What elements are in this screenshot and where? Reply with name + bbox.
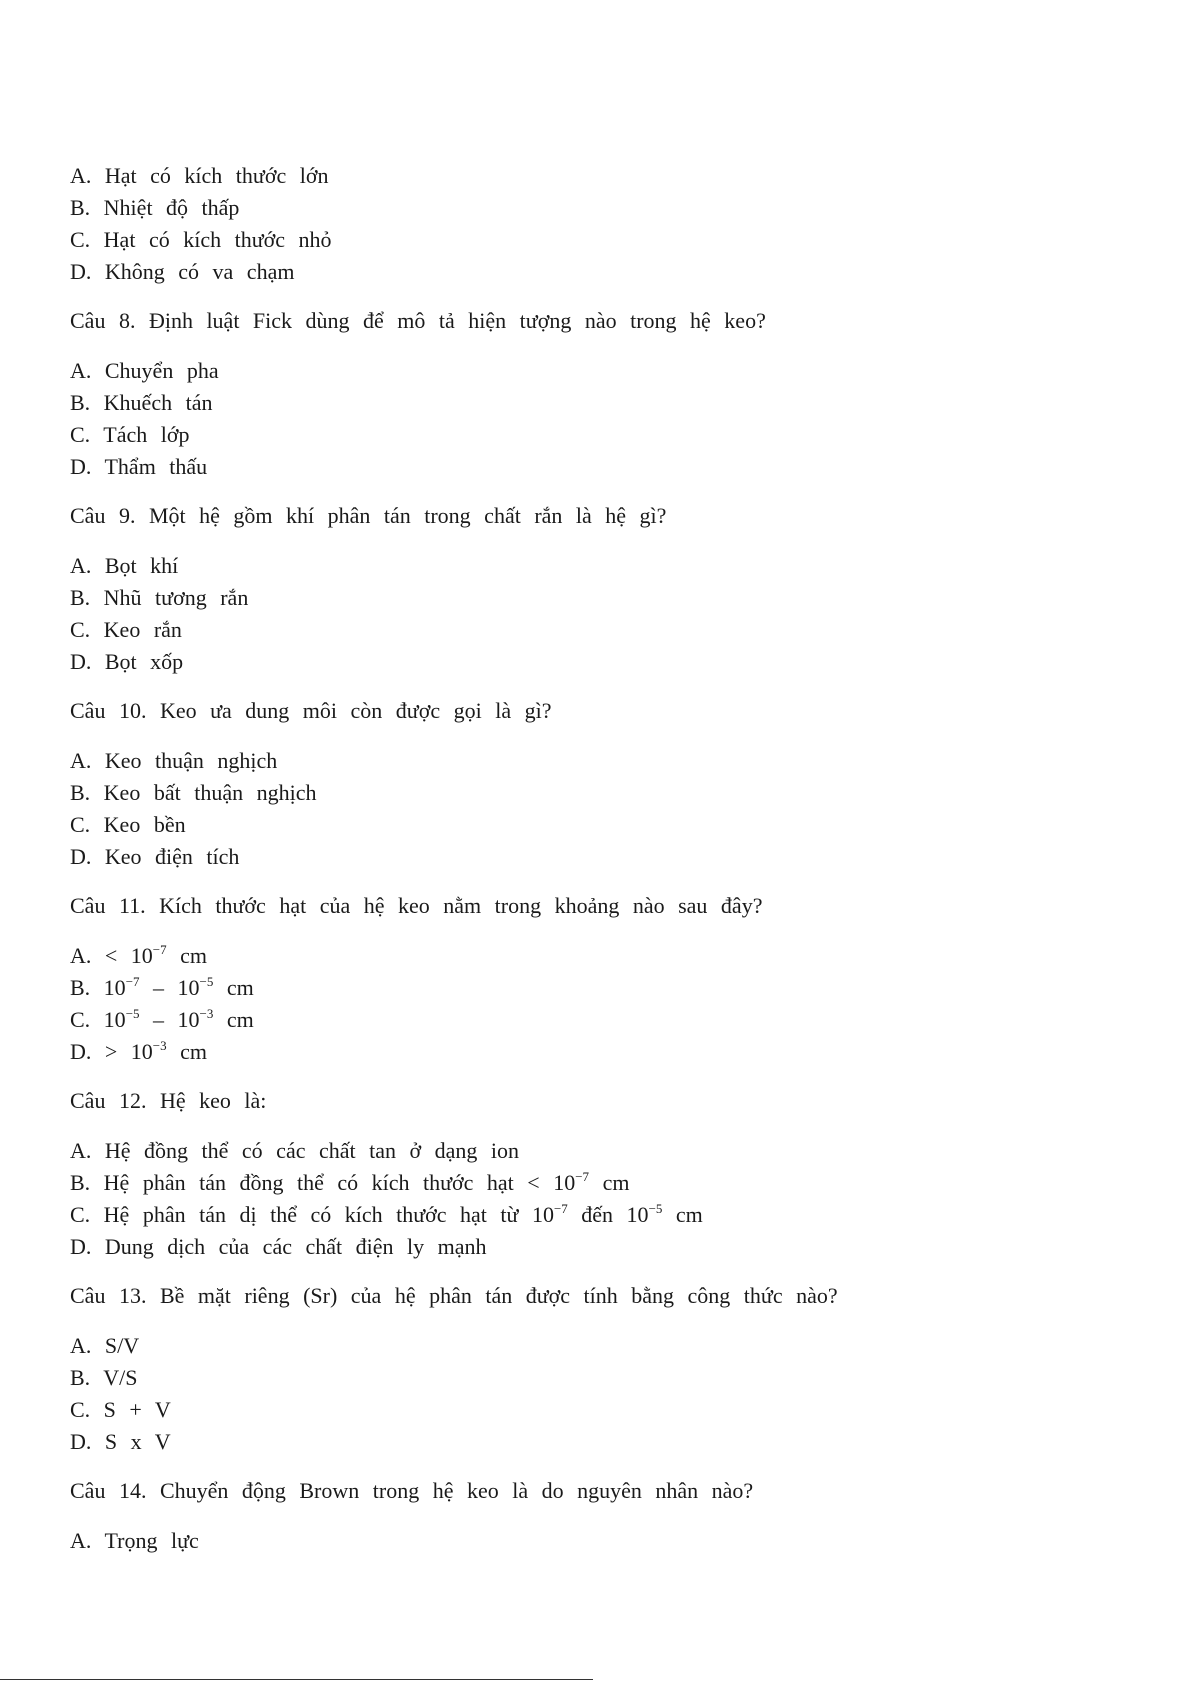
q11-option-a: A. < $10^{-7}$ cm <box>70 942 208 968</box>
q9-question: Câu 9. Một hệ gồm khí phân tán trong chất rắn là hệ gì? <box>70 503 667 528</box>
q8-options <box>70 355 1130 483</box>
q13-question: Câu 13. Bề mặt riêng (Sr) của hệ phân tán được tính bằng công thức nào? <box>70 1283 838 1308</box>
q9-option-d: D. Bọt xốp <box>70 649 184 674</box>
q11-question: Câu 11. Kích thước hạt của hệ keo nằm trong khoảng nào sau đây? <box>70 893 763 918</box>
q8-option-b: B. Khuếch tán <box>70 390 213 415</box>
q14-options <box>70 1525 1130 1557</box>
q7-option-b: B. Nhiệt độ thấp <box>70 195 240 220</box>
q7-option-c: C. Hạt có kích thước nhỏ <box>70 227 332 252</box>
q13-options <box>70 1330 1130 1458</box>
q10-option-c: C. Keo bền <box>70 812 186 837</box>
q10-question: Câu 10. Keo ưa dung môi còn được gọi là gì? <box>70 698 552 723</box>
q11-option-c: C. $10^{-5} - 10^{-3}$ cm <box>70 1006 254 1032</box>
document-page <box>70 160 1130 1557</box>
q8-question: Câu 8. Định luật Fick dùng để mô tả hiện tượng nào trong hệ keo? <box>70 308 766 333</box>
q10-option-d: D. Keo điện tích <box>70 844 240 869</box>
q13-option-a: A. S/V <box>70 1333 140 1358</box>
q10-options <box>70 745 1130 873</box>
q13-option-c: C. S + V <box>70 1397 171 1422</box>
q14-question: Câu 14. Chuyển động Brown trong hệ keo là do nguyên nhân nào? <box>70 1478 754 1503</box>
q8-option-d: D. Thẩm thấu <box>70 454 208 479</box>
q12-option-a: A. Hệ đồng thể có các chất tan ở dạng ion <box>70 1138 520 1163</box>
q12-option-d: D. Dung dịch của các chất điện ly mạnh <box>70 1234 487 1259</box>
q9-options <box>70 550 1130 678</box>
q13-option-b: B. V/S <box>70 1365 138 1390</box>
q8-option-c: C. Tách lớp <box>70 422 190 447</box>
q11-options <box>70 940 1130 1068</box>
q9-option-c: C. Keo rắn <box>70 617 182 642</box>
q7-options <box>70 160 1130 288</box>
q12-question: Câu 12. Hệ keo là: <box>70 1088 267 1113</box>
footer-divider <box>0 1679 593 1680</box>
q12-option-c: C. Hệ phân tán dị thể có kích thước hạt từ $10^{-7}$ đến $10^{-5}$ cm <box>70 1201 703 1227</box>
q12-option-b: B. Hệ phân tán đồng thể có kích thước hạt < $10^{-7}$ cm <box>70 1169 630 1195</box>
q10-option-b: B. Keo bất thuận nghịch <box>70 780 317 805</box>
q9-option-a: A. Bọt khí <box>70 553 179 578</box>
q11-option-d: D. > $10^{-3}$ cm <box>70 1038 208 1064</box>
q12-options <box>70 1135 1130 1263</box>
q7-option-a: A. Hạt có kích thước lớn <box>70 163 329 188</box>
q11-option-b: B. $10^{-7} - 10^{-5}$ cm <box>70 974 254 1000</box>
q9-option-b: B. Nhũ tương rắn <box>70 585 249 610</box>
q10-option-a: A. Keo thuận nghịch <box>70 748 278 773</box>
q14-option-a: A. Trọng lực <box>70 1528 199 1553</box>
q7-option-d: D. Không có va chạm <box>70 259 295 284</box>
q8-option-a: A. Chuyển pha <box>70 358 219 383</box>
q13-option-d: D. S x V <box>70 1429 171 1454</box>
